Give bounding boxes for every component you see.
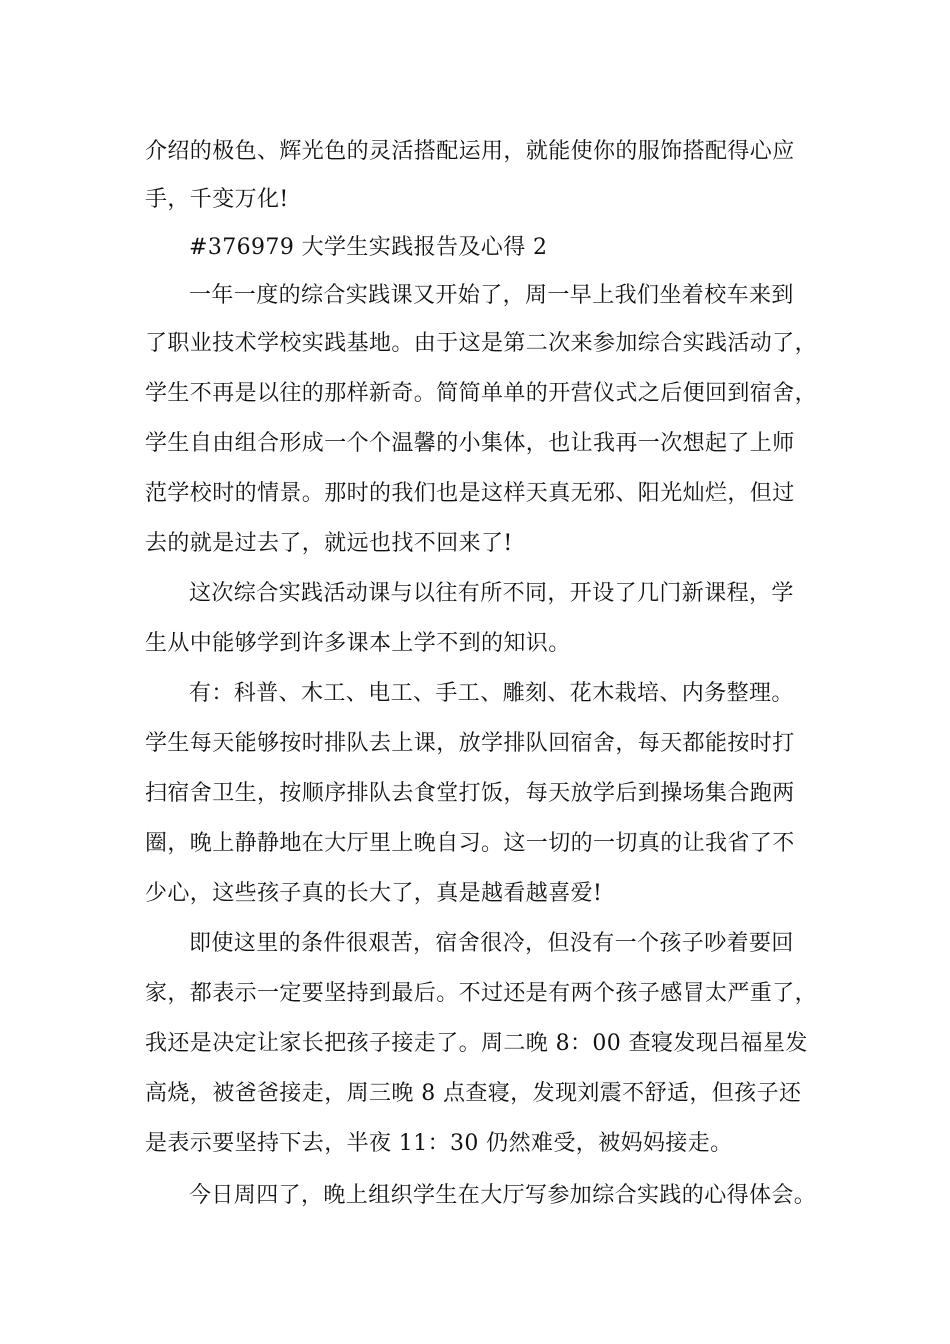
text-line: 生从中能够学到许多课本上学不到的知识。 xyxy=(145,631,571,656)
text-line: 学生每天能够按时排队去上课，放学排队回宿舍，每天都能按时打 xyxy=(145,731,795,756)
paragraph-start: 这次综合实践活动课与以往有所不同，开设了几门新课程，学 xyxy=(189,581,794,606)
text-line: 学生不再是以往的那样新奇。简简单单的开营仪式之后便回到宿舍， xyxy=(145,381,818,406)
text-line: 手，千变万化! xyxy=(145,187,289,212)
text-line: 高烧，被爸爸接走，周三晚 8 点查寝，发现刘震不舒适，但孩子还 xyxy=(145,1081,802,1106)
text-line: 去的就是过去了，就远也找不回来了! xyxy=(145,531,513,556)
section-heading: #376979 大学生实践报告及心得 2 xyxy=(189,235,548,260)
text-line: 学生自由组合形成一个个温馨的小集体，也让我再一次想起了上师 xyxy=(145,431,795,456)
text-line: 范学校时的情景。那时的我们也是这样天真无邪、阳光灿烂，但过 xyxy=(145,481,795,506)
text-line: 少心，这些孩子真的长大了，真是越看越喜爱! xyxy=(145,881,603,906)
text-line: 扫宿舍卫生，按顺序排队去食堂打饭，每天放学后到操场集合跑两 xyxy=(145,781,795,806)
text-line: 我还是决定让家长把孩子接走了。周二晚 8：00 查寝发现吕福星发 xyxy=(145,1031,808,1056)
text-line: 圈，晚上静静地在大厅里上晚自习。这一切的一切真的让我省了不 xyxy=(145,831,795,856)
paragraph-start: 一年一度的综合实践课又开始了，周一早上我们坐着校车来到 xyxy=(189,283,794,308)
text-line: 了职业技术学校实践基地。由于这是第二次来参加综合实践活动了， xyxy=(145,331,818,356)
paragraph-start: 有：科普、木工、电工、手工、雕刻、花木栽培、内务整理。 xyxy=(189,681,794,706)
text-line: 是表示要坚持下去，半夜 11：30 仍然难受，被妈妈接走。 xyxy=(145,1131,733,1156)
text-line: 家，都表示一定要坚持到最后。不过还是有两个孩子感冒太严重了， xyxy=(145,981,818,1006)
paragraph-start: 今日周四了，晚上组织学生在大厅写参加综合实践的心得体会。 xyxy=(189,1183,817,1208)
text-line: 介绍的极色、辉光色的灵活搭配运用，就能使你的服饰搭配得心应 xyxy=(145,139,795,164)
paragraph-start: 即使这里的条件很艰苦，宿舍很冷，但没有一个孩子吵着要回 xyxy=(189,931,794,956)
